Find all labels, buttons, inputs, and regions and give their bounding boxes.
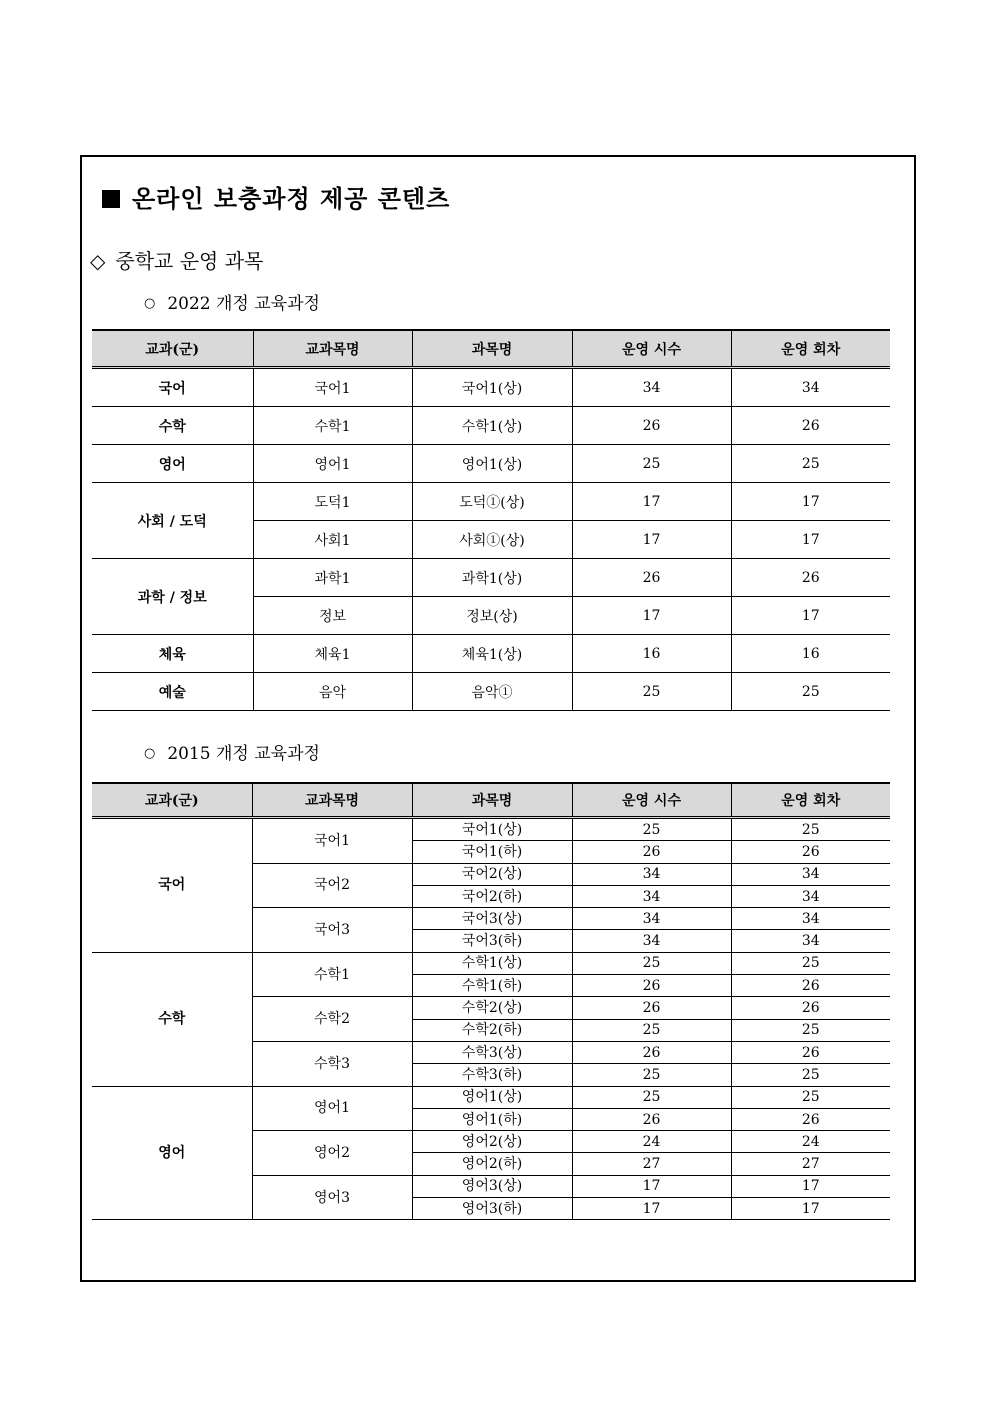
- sessions-cell: 16: [731, 635, 890, 673]
- header-cell: 교과목명: [253, 330, 412, 368]
- group-cell: 수학: [92, 952, 252, 1086]
- hours-cell: 17: [572, 1198, 731, 1220]
- subject-cell: 수학1(상): [412, 952, 572, 974]
- sessions-cell: 17: [731, 597, 890, 635]
- course-cell: 영어1: [252, 1086, 412, 1131]
- table-2015-body: [92, 818, 890, 1220]
- course-cell: 영어3: [252, 1175, 412, 1220]
- header-cell: 운영 시수: [572, 783, 731, 818]
- course-cell: 영어1: [253, 445, 412, 483]
- sessions-cell: 26: [731, 841, 890, 863]
- course-cell: 체육1: [253, 635, 412, 673]
- hours-cell: 26: [572, 1041, 731, 1063]
- diamond-bullet-icon: ◇: [90, 249, 106, 273]
- group-cell: 수학: [92, 407, 253, 445]
- hours-cell: 26: [572, 841, 731, 863]
- sessions-cell: 26: [731, 1108, 890, 1130]
- table-row: [92, 673, 890, 711]
- table-row: [92, 952, 890, 974]
- sessions-cell: 25: [731, 818, 890, 841]
- header-cell: 운영 회차: [731, 330, 890, 368]
- header-cell: 과목명: [412, 783, 572, 818]
- hours-cell: 27: [572, 1153, 731, 1175]
- sessions-cell: 17: [731, 1198, 890, 1220]
- sessions-cell: 27: [731, 1153, 890, 1175]
- sessions-cell: 17: [731, 1175, 890, 1197]
- table-row: [92, 818, 890, 841]
- course-cell: 수학3: [252, 1041, 412, 1086]
- hours-cell: 34: [572, 863, 731, 885]
- section-heading: [90, 245, 263, 274]
- sessions-cell: 25: [731, 1064, 890, 1086]
- header-cell: 과목명: [412, 330, 572, 368]
- table-row: [92, 407, 890, 445]
- sessions-cell: 25: [731, 673, 890, 711]
- subject-cell: 수학1(상): [412, 407, 572, 445]
- sessions-cell: 34: [731, 863, 890, 885]
- subject-cell: 영어2(상): [412, 1131, 572, 1153]
- sessions-cell: 34: [731, 930, 890, 952]
- subject-cell: 과학1(상): [412, 559, 572, 597]
- sessions-cell: 26: [731, 1041, 890, 1063]
- subject-cell: 사회①(상): [412, 521, 572, 559]
- course-cell: 국어3: [252, 908, 412, 953]
- hours-cell: 26: [572, 559, 731, 597]
- sessions-cell: 34: [731, 885, 890, 907]
- course-cell: 국어1: [253, 368, 412, 407]
- subject-cell: 수학1(하): [412, 975, 572, 997]
- subject-cell: 국어2(상): [412, 863, 572, 885]
- group-cell: 국어: [92, 818, 252, 953]
- hours-cell: 17: [572, 1175, 731, 1197]
- table-2022: [92, 329, 890, 711]
- group-cell: 체육: [92, 635, 253, 673]
- sessions-cell: 26: [731, 997, 890, 1019]
- subject-cell: 도덕①(상): [412, 483, 572, 521]
- sessions-cell: 25: [731, 952, 890, 974]
- group-cell: 예술: [92, 673, 253, 711]
- hours-cell: 25: [572, 445, 731, 483]
- table-header-row: [92, 783, 890, 818]
- table-2022-body: [92, 368, 890, 711]
- course-cell: 영어2: [252, 1131, 412, 1176]
- course-cell: 사회1: [253, 521, 412, 559]
- hours-cell: 26: [572, 997, 731, 1019]
- course-cell: 수학1: [253, 407, 412, 445]
- sessions-cell: 25: [731, 1086, 890, 1108]
- subheading-2022-text: 2022 개정 교육과정: [167, 294, 320, 314]
- hours-cell: 25: [572, 952, 731, 974]
- sessions-cell: 25: [731, 445, 890, 483]
- course-cell: 도덕1: [253, 483, 412, 521]
- sessions-cell: 26: [731, 559, 890, 597]
- header-cell: 교과목명: [252, 783, 412, 818]
- header-cell: 교과(군): [92, 783, 252, 818]
- circle-bullet-icon: ○: [144, 746, 156, 761]
- sessions-cell: 26: [731, 407, 890, 445]
- page-title-text: 온라인 보충과정 제공 콘텐츠: [132, 185, 451, 213]
- hours-cell: 17: [572, 483, 731, 521]
- subject-cell: 수학3(하): [412, 1064, 572, 1086]
- header-cell: 운영 시수: [572, 330, 731, 368]
- square-bullet-icon: [102, 190, 120, 208]
- group-cell: 영어: [92, 1086, 252, 1220]
- subject-cell: 정보(상): [412, 597, 572, 635]
- sessions-cell: 24: [731, 1131, 890, 1153]
- subject-cell: 영어1(상): [412, 1086, 572, 1108]
- table-row: [92, 1086, 890, 1108]
- hours-cell: 34: [572, 930, 731, 952]
- group-cell: 국어: [92, 368, 253, 407]
- hours-cell: 17: [572, 597, 731, 635]
- course-cell: 과학1: [253, 559, 412, 597]
- subject-cell: 국어1(상): [412, 818, 572, 841]
- hours-cell: 26: [572, 1108, 731, 1130]
- sessions-cell: 17: [731, 521, 890, 559]
- group-cell: 과학 / 정보: [92, 559, 253, 635]
- subheading-2022: [144, 289, 320, 314]
- hours-cell: 26: [572, 407, 731, 445]
- subject-cell: 국어2(하): [412, 885, 572, 907]
- table-header-row: [92, 330, 890, 368]
- header-cell: 교과(군): [92, 330, 253, 368]
- hours-cell: 34: [572, 885, 731, 907]
- subject-cell: 수학2(상): [412, 997, 572, 1019]
- table-row: [92, 559, 890, 597]
- page-title: [102, 179, 450, 214]
- header-cell: 운영 회차: [731, 783, 890, 818]
- subject-cell: 수학3(상): [412, 1041, 572, 1063]
- course-cell: 정보: [253, 597, 412, 635]
- subject-cell: 체육1(상): [412, 635, 572, 673]
- subject-cell: 국어1(하): [412, 841, 572, 863]
- hours-cell: 25: [572, 818, 731, 841]
- subject-cell: 수학2(하): [412, 1019, 572, 1041]
- hours-cell: 25: [572, 1064, 731, 1086]
- hours-cell: 24: [572, 1131, 731, 1153]
- hours-cell: 34: [572, 368, 731, 407]
- subheading-2015: [144, 739, 320, 764]
- subject-cell: 국어1(상): [412, 368, 572, 407]
- course-cell: 수학2: [252, 997, 412, 1042]
- sessions-cell: 25: [731, 1019, 890, 1041]
- sessions-cell: 26: [731, 975, 890, 997]
- hours-cell: 34: [572, 908, 731, 930]
- hours-cell: 16: [572, 635, 731, 673]
- subject-cell: 국어3(상): [412, 908, 572, 930]
- section-heading-text: 중학교 운영 과목: [115, 249, 264, 273]
- group-cell: 영어: [92, 445, 253, 483]
- group-cell: 사회 / 도덕: [92, 483, 253, 559]
- hours-cell: 26: [572, 975, 731, 997]
- content-frame: [80, 155, 916, 1282]
- table-2015: [92, 782, 890, 1220]
- table-row: [92, 483, 890, 521]
- hours-cell: 25: [572, 1019, 731, 1041]
- subject-cell: 음악①: [412, 673, 572, 711]
- table-row: [92, 445, 890, 483]
- subject-cell: 국어3(하): [412, 930, 572, 952]
- subject-cell: 영어1(하): [412, 1108, 572, 1130]
- course-cell: 국어2: [252, 863, 412, 908]
- table-row: [92, 635, 890, 673]
- hours-cell: 25: [572, 673, 731, 711]
- subject-cell: 영어3(상): [412, 1175, 572, 1197]
- sessions-cell: 17: [731, 483, 890, 521]
- sessions-cell: 34: [731, 908, 890, 930]
- course-cell: 수학1: [252, 952, 412, 997]
- subject-cell: 영어3(하): [412, 1198, 572, 1220]
- table-row: [92, 368, 890, 407]
- course-cell: 음악: [253, 673, 412, 711]
- course-cell: 국어1: [252, 818, 412, 864]
- sessions-cell: 34: [731, 368, 890, 407]
- circle-bullet-icon: ○: [144, 296, 156, 311]
- hours-cell: 17: [572, 521, 731, 559]
- subject-cell: 영어2(하): [412, 1153, 572, 1175]
- subheading-2015-text: 2015 개정 교육과정: [167, 744, 320, 764]
- subject-cell: 영어1(상): [412, 445, 572, 483]
- hours-cell: 25: [572, 1086, 731, 1108]
